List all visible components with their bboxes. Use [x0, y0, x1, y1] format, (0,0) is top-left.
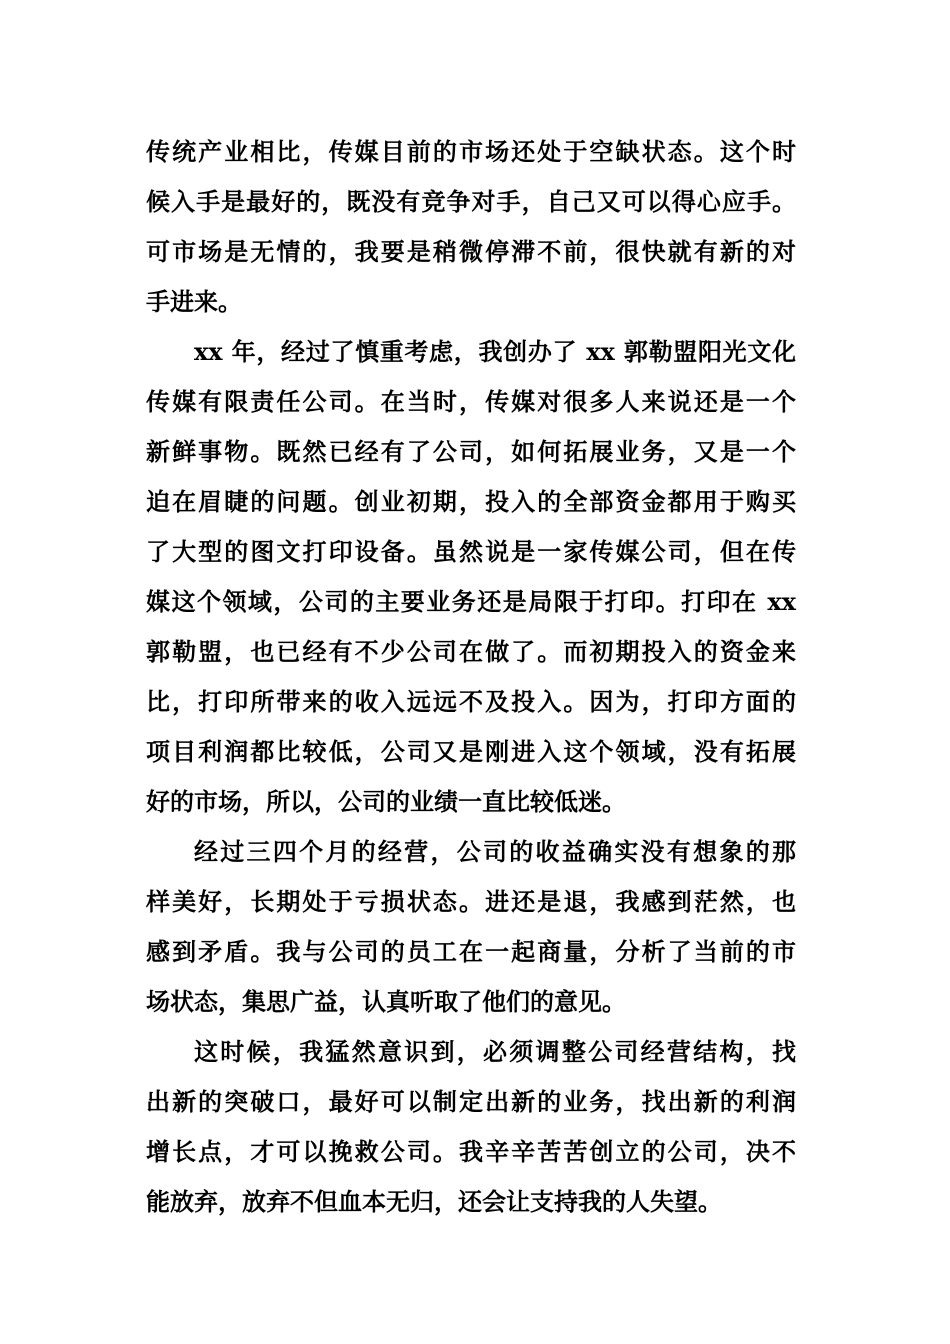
text-line: 迫在眉睫的问题。创业初期，投入的全部资金都用于购买 — [146, 487, 796, 516]
text-line: 媒这个领域，公司的主要业务还是局限于打印。打印在 xx — [146, 587, 796, 616]
text-line: 能放弃，放弃不但血本无归，还会让支持我的人失望。 — [146, 1187, 722, 1216]
text-line: 比，打印所带来的收入远远不及投入。因为，打印方面的 — [146, 687, 796, 716]
text-line: 手进来。 — [146, 287, 242, 316]
text-line: 出新的突破口，最好可以制定出新的业务，找出新的利润 — [146, 1087, 796, 1116]
text-line: 新鲜事物。既然已经有了公司，如何拓展业务，又是一个 — [146, 437, 796, 466]
text-line: 好的市场，所以，公司的业绩一直比较低迷。 — [146, 787, 626, 816]
text-line: 样美好，长期处于亏损状态。进还是退，我感到茫然，也 — [146, 887, 796, 916]
paragraph-first-line: 这时候，我猛然意识到，必须调整公司经营结构，找 — [194, 1037, 796, 1066]
text-line: 传媒有限责任公司。在当时，传媒对很多人来说还是一个 — [146, 387, 796, 416]
text-line: 增长点，才可以挽救公司。我辛辛苦苦创立的公司，决不 — [146, 1137, 796, 1166]
text-line: 郭勒盟，也已经有不少公司在做了。而初期投入的资金来 — [146, 637, 796, 666]
text-line: 项目利润都比较低，公司又是刚进入这个领域，没有拓展 — [146, 737, 796, 766]
text-line: 候入手是最好的，既没有竞争对手，自己又可以得心应手。 — [146, 187, 796, 216]
paragraph-first-line: xx 年，经过了慎重考虑，我创办了 xx 郭勒盟阳光文化 — [194, 337, 796, 366]
text-line: 了大型的图文打印设备。虽然说是一家传媒公司，但在传 — [146, 537, 796, 566]
body-text — [146, 127, 796, 1227]
text-line: 场状态，集思广益，认真听取了他们的意见。 — [146, 987, 626, 1016]
paragraph-first-line: 经过三四个月的经营，公司的收益确实没有想象的那 — [194, 837, 796, 866]
text-line: 感到矛盾。我与公司的员工在一起商量，分析了当前的市 — [146, 937, 796, 966]
text-line: 可市场是无情的，我要是稍微停滞不前，很快就有新的对 — [146, 237, 796, 266]
text-line: 传统产业相比，传媒目前的市场还处于空缺状态。这个时 — [146, 137, 796, 166]
